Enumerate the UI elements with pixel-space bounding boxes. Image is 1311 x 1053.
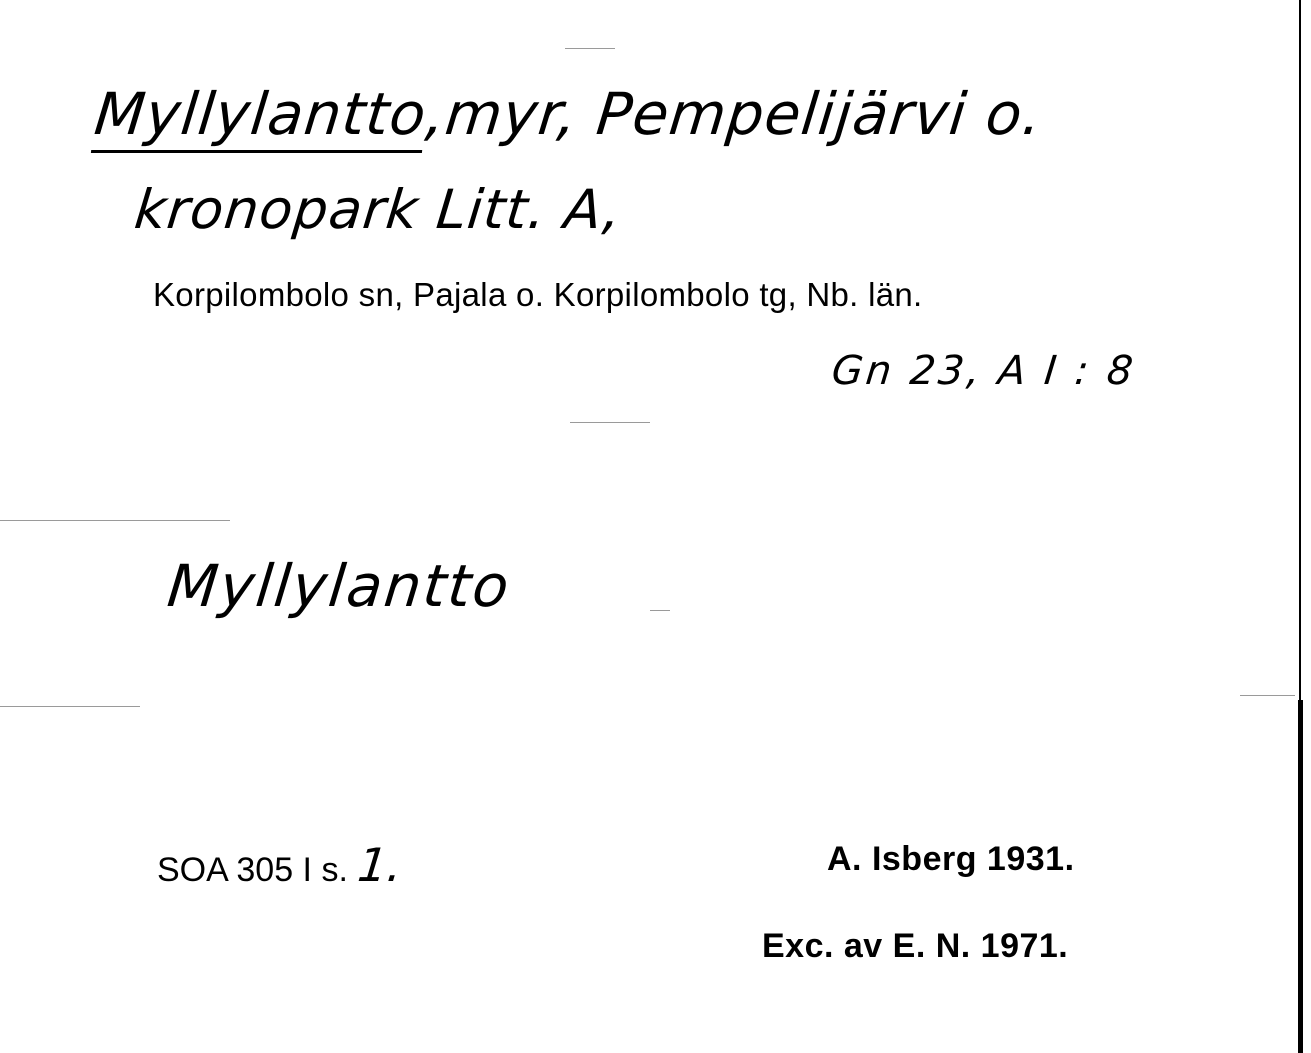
scan-speck (0, 706, 140, 707)
typed-collector-line: A. Isberg 1931. (827, 840, 1075, 878)
scan-speck (570, 422, 650, 423)
scan-speck (1240, 695, 1295, 696)
handwritten-place-name: Myllylantto (91, 80, 430, 153)
card-edge-thin (1299, 0, 1301, 700)
typed-excerpt-line: Exc. av E. N. 1971. (762, 927, 1069, 965)
typed-source-prefix: SOA 305 I s. (157, 851, 348, 889)
card-edge-thick (1298, 700, 1303, 1053)
scan-speck (650, 610, 670, 611)
handwritten-name: Myllylantto (164, 552, 514, 620)
handwritten-title-description: ,myr, Pempelijärvi o. (422, 80, 1046, 148)
scan-speck (565, 48, 615, 49)
handwritten-second-line: kronopark Litt. A, (131, 178, 625, 241)
typed-location-line: Korpilombolo sn, Pajala o. Korpilombolo tg, Nb. län. (153, 276, 923, 313)
handwritten-source-page: 1. (355, 838, 405, 892)
scan-speck (0, 520, 230, 521)
card-edge-line (1297, 0, 1303, 1053)
handwritten-title-line (91, 80, 1045, 148)
handwritten-map-reference: Gn 23, A I : 8 (829, 348, 1139, 394)
typed-source-line (157, 838, 405, 892)
